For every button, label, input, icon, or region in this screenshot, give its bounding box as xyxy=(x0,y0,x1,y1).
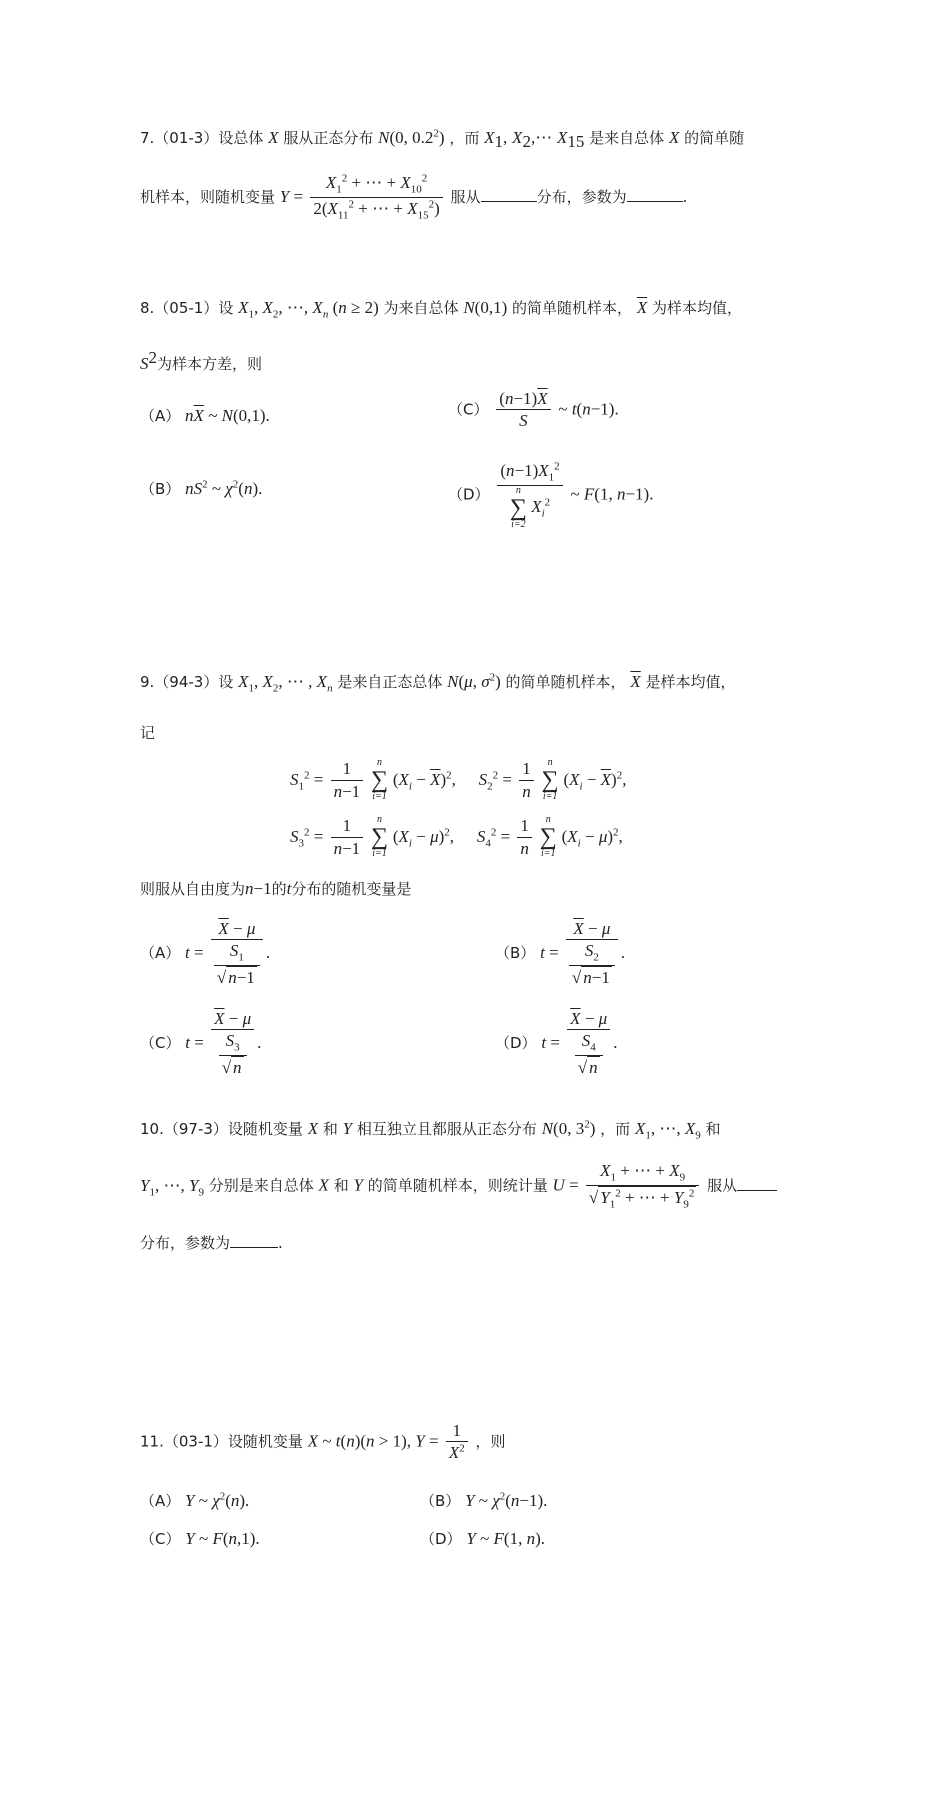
q9-line2: 记 xyxy=(140,724,156,742)
q10-line2: $Y_1$, ⋯, $Y_9$ 分别是来自总体 X 和 Y 的简单随机样本，则统计量 U = $\frac{X_1 + \cdots + X_9}{√ Y_1^2 + \cdots + Y_9^2}$ 服从 xyxy=(140,1160,777,1212)
q7-blank-1[interactable] xyxy=(481,187,537,202)
q8-option-d[interactable]: （D） $(n-1)X_1^2$ n ∑ i=2 $X_i^2$ ~ F(1, n−1). xyxy=(448,460,654,531)
q9-option-a[interactable]: （A） t = $\frac{\overline{X} - \mu}{\frac{S_1}{√ n-1}}$ . xyxy=(140,919,271,988)
q8-line1: 8.（05-1）设 $X_1$, $X_2$, ⋯, $X_n$ (n ≥ 2) 为来自总体 N(0,1) 的简单随机样本， $\overline{X}$ 为样本均值， xyxy=(140,298,742,321)
q9-formula-row2: $S_3^2$ = $\frac{1}{n-1}$ n ∑ i=1 $(X_i - \mu)^2$, $S_4^2$ = $\frac{1}{n}$ n ∑ i=1 $(X_i - \mu)^2$, xyxy=(290,814,623,859)
q11-option-c[interactable]: （C） Y ~ F(n,1). xyxy=(140,1529,260,1548)
q8-option-a[interactable]: （A） $n\overline{X}$ ~ N(0,1). xyxy=(140,406,270,425)
q8-option-b[interactable]: （B） $nS^2$ ~ $\chi^2(n)$. xyxy=(140,478,263,498)
q8-option-c[interactable]: （C） $\frac{(n-1)\overline{X}}{S}$ ~ t(n−1). xyxy=(448,389,619,431)
q11-line1: 11.（03-1）设随机变量 X ~ t(n)(n > 1), Y = $\frac{1}{X^2}$ ，则 xyxy=(140,1421,506,1463)
q11-option-d[interactable]: （D） Y ~ F(1, n). xyxy=(420,1529,545,1548)
q11-option-b[interactable]: （B） Y ~ $\chi^2(n-1)$. xyxy=(420,1490,548,1510)
q10-line3: 分布，参数为 . xyxy=(140,1234,283,1252)
q8-line2: $S^2$为样本方差，则 xyxy=(140,348,263,373)
q9-line1: 9.（94-3）设 $X_1$, $X_2$, ⋯ , $X_n$ 是来自正态总体 N(μ, $\sigma^2$) 的简单随机样本， $\overline{X}$ 是样本均值， xyxy=(140,671,736,695)
q10-fraction: $\frac{X_1 + \cdots + X_9}{√ Y_1^2 + \cdots + Y_9^2}$ xyxy=(586,1160,699,1212)
q10-line1: 10.（97-3）设随机变量 X 和 Y 相互独立且都服从正态分布 N(0, $3^2$) ，而 $X_1$, ⋯, $X_9$ 和 xyxy=(140,1118,721,1142)
q9-line3: 则服从自由度为n−1的t分布的随机变量是 xyxy=(140,879,412,898)
q7-line2: 机样本，则随机变量 Y = $\frac{X_1^2 + \cdots + X_{10}^2}{2(X_{11}^2 + \cdots + X_{15}^2)}$ 服从 分布，参数为 . xyxy=(140,172,688,222)
q7-blank-2[interactable] xyxy=(627,187,683,202)
q10-blank-2[interactable] xyxy=(230,1233,278,1248)
q9-option-b[interactable]: （B） t = $\frac{\overline{X} - \mu}{\frac{S_2}{√ n-1}}$ . xyxy=(495,919,626,988)
q9-option-d[interactable]: （D） t = $\frac{\overline{X} - \mu}{\frac{S_4}{√ n}}$ . xyxy=(495,1009,618,1078)
q7-fraction: $\frac{X_1^2 + \cdots + X_{10}^2}{2(X_{11}^2 + \cdots + X_{15}^2)}$ xyxy=(310,172,442,223)
q11-option-a[interactable]: （A） Y ~ $\chi^2(n)$. xyxy=(140,1490,250,1510)
q9-formula-row1: $S_1^2$ = $\frac{1}{n-1}$ n ∑ i=1 $(X_i - \overline{X})^2$, $S_2^2$ = $\frac{1}{n}$ n ∑ i=1 $(X_i - \overline{X})^2$, xyxy=(290,757,627,802)
q7-line1: 7.（01-3）设总体 X 服从正态分布 N(0, $0.2^2$) ，而 $X_1$, $X_2,\cdots$ $X_{15}$ 是来自总体 X 的简单随 xyxy=(140,127,745,151)
q9-option-c[interactable]: （C） t = $\frac{\overline{X} - \mu}{\frac{S_3}{√ n}}$ . xyxy=(140,1009,262,1078)
q10-blank-1[interactable] xyxy=(737,1176,777,1191)
